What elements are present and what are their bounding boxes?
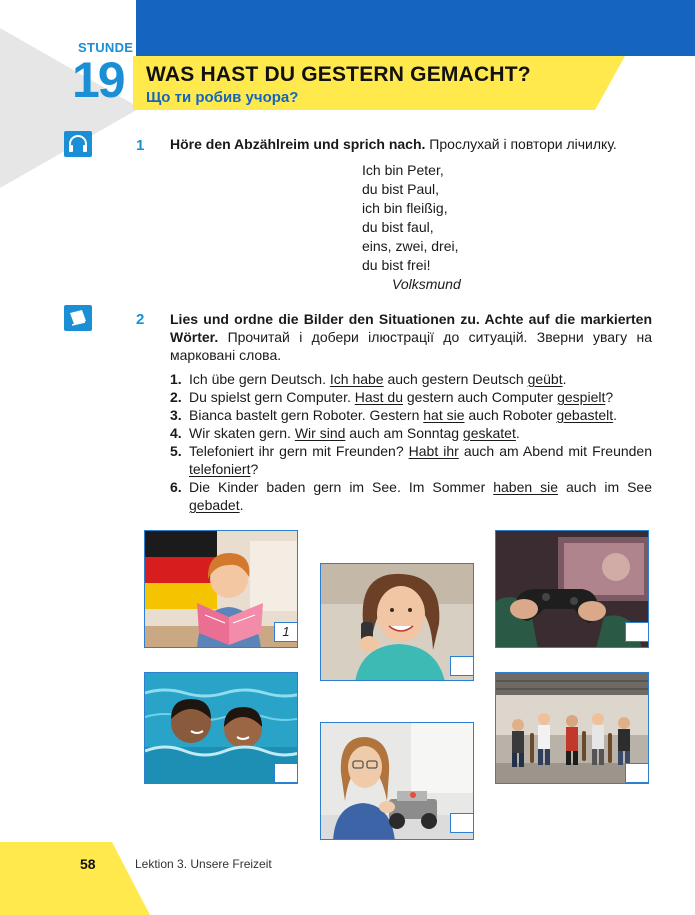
poem-line: Ich bin Peter,: [362, 162, 444, 178]
stunde-label: STUNDE: [78, 40, 134, 55]
exercise-2-instruction: [170, 310, 652, 364]
marked-word: Ich habe: [329, 371, 384, 387]
sentence-number: 1.: [170, 371, 182, 387]
poem-line: ich bin fleißig,: [362, 200, 448, 216]
book-icon: [64, 305, 92, 331]
sentence-text: Bianca bastelt gern Roboter. Gestern hat sie auch Roboter gebastelt.: [189, 407, 618, 423]
poem-line: eins, zwei, drei,: [362, 238, 459, 254]
sentence-number: 4.: [170, 425, 182, 441]
footer-yellow-corner: [0, 842, 150, 915]
sentence-item: [170, 388, 652, 406]
poem-line: du bist frei!: [362, 257, 431, 273]
answer-box[interactable]: [625, 622, 649, 642]
sentence-item: [170, 370, 652, 388]
sentence-text: Telefoniert ihr gern mit Freunden? Habt ihr auch am Abend mit Freunden telefoniert?: [189, 443, 652, 477]
marked-word: gebastelt: [556, 407, 614, 423]
page-title: WAS HAST DU GESTERN GEMACHT?: [146, 63, 531, 86]
answer-box[interactable]: [450, 813, 474, 833]
sentence-item: [170, 478, 652, 514]
exercise-1-instruction: [170, 136, 617, 152]
marked-word: gebadet: [189, 497, 240, 513]
lesson-number: 19: [72, 52, 124, 108]
sentence-text: Wir skaten gern. Wir sind auch am Sonntag geskatet.: [189, 425, 520, 441]
counting-rhyme: [362, 161, 461, 294]
instruction-de: Höre den Abzählreim und sprich nach.: [170, 136, 426, 152]
poem-line: du bist Paul,: [362, 181, 440, 197]
sentence-number: 6.: [170, 479, 182, 495]
answer-box[interactable]: 1: [274, 622, 298, 642]
sentence-item: [170, 442, 652, 478]
answer-box[interactable]: [274, 763, 298, 783]
sentence-item: [170, 406, 652, 424]
marked-word: haben sie: [493, 479, 559, 495]
sentence-text: Du spielst gern Computer. Hast du gestern auch Computer gespielt?: [189, 389, 614, 405]
marked-word: geskatet: [462, 425, 516, 441]
sentence-number: 2.: [170, 389, 182, 405]
instruction-de: Lies und ordne die Bilder den Situationen zu. Achte auf die markierten Wörter.: [170, 311, 652, 345]
exercise-1-number: 1: [136, 137, 145, 154]
sentence-item: [170, 424, 652, 442]
footer-lesson-title: Lektion 3. Unsere Freizeit: [135, 857, 272, 871]
headphones-icon: [64, 131, 92, 157]
sentence-text: Die Kinder baden gern im See. Im Sommer haben sie auch im See gebadet.: [189, 479, 653, 513]
poem-line: du bist faul,: [362, 219, 434, 235]
marked-word: hat sie: [423, 407, 465, 423]
answer-box[interactable]: [450, 656, 474, 676]
sentence-number: 5.: [170, 443, 182, 459]
marked-word: Wir sind: [294, 425, 346, 441]
page-subtitle: Що ти робив учора?: [146, 89, 299, 106]
answer-box[interactable]: [625, 763, 649, 783]
poem-author: Volksmund: [392, 276, 461, 292]
sentence-list: [170, 370, 652, 514]
marked-word: Habt ihr: [408, 443, 459, 459]
header-blue-band: [136, 0, 695, 56]
marked-word: geübt: [527, 371, 563, 387]
sentence-text: Ich übe gern Deutsch. Ich habe auch gestern Deutsch geübt.: [189, 371, 567, 387]
instruction-ua: Прослухай і повтори лічилку.: [425, 136, 617, 152]
marked-word: gespielt: [557, 389, 606, 405]
sentence-number: 3.: [170, 407, 182, 423]
instruction-ua: Прочитай і добери ілюстрації до ситуацій. Зверни увагу на марковані слова.: [170, 329, 652, 363]
page-number: 58: [80, 856, 96, 872]
marked-word: Hast du: [354, 389, 403, 405]
exercise-2-number: 2: [136, 311, 145, 328]
marked-word: telefoniert: [189, 461, 251, 477]
